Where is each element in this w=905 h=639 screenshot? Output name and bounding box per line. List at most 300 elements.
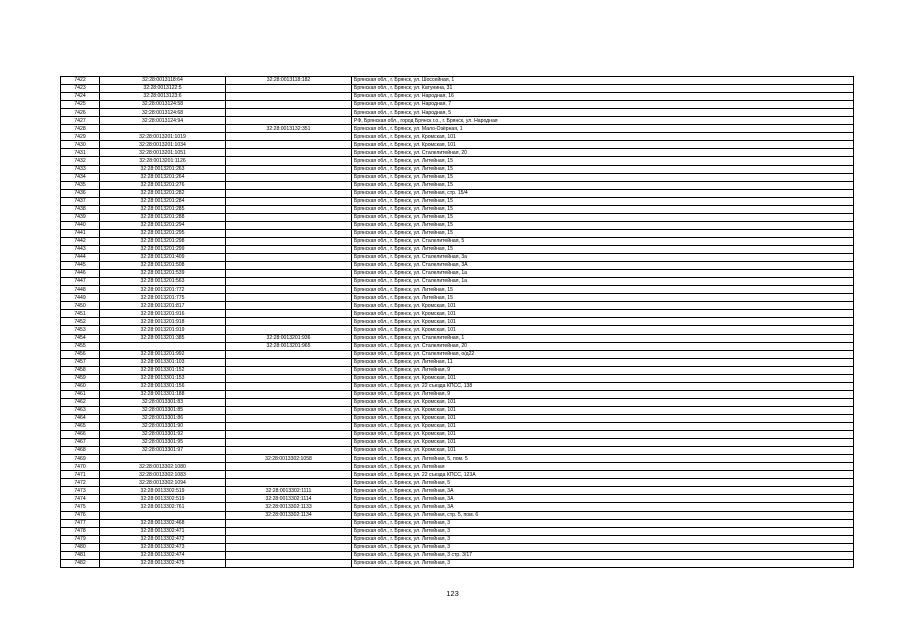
address-cell: Брянская обл., г. Брянск, ул. Литейная, 15	[352, 157, 854, 165]
address-cell: Брянская обл., г. Брянск, ул. Литейная, стр. 15/4	[352, 189, 854, 197]
land-plot-number-cell: 32:28:0013201:919	[100, 326, 226, 334]
table-row	[61, 181, 854, 189]
land-plot-number-cell: 32:28:0013201:263	[100, 165, 226, 173]
row-number-cell: 7451	[61, 310, 100, 318]
land-plot-number-cell: 32:28:0013201:775	[100, 294, 226, 302]
building-number-cell	[226, 237, 352, 245]
land-plot-number-cell: 32:28:0013302:1094	[100, 479, 226, 487]
row-number-cell: 7456	[61, 350, 100, 358]
address-cell: Брянская обл., г. Брянск, ул. Сталелитейная, 1а	[352, 278, 854, 286]
building-number-cell	[226, 398, 352, 406]
land-plot-number-cell: 32:28:0013201:276	[100, 181, 226, 189]
land-plot-number-cell: 32:28:0013122:5	[100, 85, 226, 93]
address-cell: Брянская обл., г. Брянск, ул. Сталелитейная, 3А	[352, 262, 854, 270]
building-number-cell	[226, 286, 352, 294]
address-cell: Брянская обл., г. Брянск, ул. Литейная, 15	[352, 205, 854, 213]
table-row	[61, 318, 854, 326]
table-row	[61, 109, 854, 117]
building-number-cell	[226, 350, 352, 358]
table-row	[61, 559, 854, 567]
row-number-cell: 7474	[61, 495, 100, 503]
address-cell: Брянская обл., г. Брянск, ул. Литейная, 15	[352, 229, 854, 237]
address-cell: Брянская обл., г. Брянск, ул. Шоссейная, 1	[352, 77, 854, 85]
building-number-cell	[226, 165, 352, 173]
table-row	[61, 157, 854, 165]
table-row	[61, 366, 854, 374]
building-number-cell	[226, 270, 352, 278]
address-cell: Брянская обл., г. Брянск, ул. Литейная, стр. 5, пом. 6	[352, 511, 854, 519]
land-plot-number-cell: 32:28:0013201:817	[100, 302, 226, 310]
address-cell: Брянская обл., г. Брянск, ул. Народная, 5	[352, 109, 854, 117]
address-cell: Брянская обл., г. Брянск, ул. Литейная, 15	[352, 286, 854, 294]
address-cell: Брянская обл., г. Брянск, ул. Литейная, 15	[352, 213, 854, 221]
building-number-cell	[226, 382, 352, 390]
land-plot-number-cell: 32:28:0013301:83	[100, 398, 226, 406]
address-cell: Брянская обл., г. Брянск, ул. Кромская, 101	[352, 374, 854, 382]
address-cell: Брянская обл., г. Брянск, ул. Кромская, 101	[352, 398, 854, 406]
land-plot-number-cell: 32:28:0013301:90	[100, 423, 226, 431]
building-number-cell	[226, 366, 352, 374]
building-number-cell	[226, 278, 352, 286]
row-number-cell: 7469	[61, 455, 100, 463]
address-cell: Брянская обл., г. Брянск, ул. Кромская, 101	[352, 310, 854, 318]
address-cell: Брянская обл., г. Брянск, ул. Литейная, 5	[352, 479, 854, 487]
table-row	[61, 414, 854, 422]
land-plot-number-cell: 32:28:0013301:153	[100, 374, 226, 382]
table-row	[61, 447, 854, 455]
cadastral-table	[60, 76, 854, 568]
address-cell: Брянская обл., г. Брянск, ул. Литейная, 3	[352, 559, 854, 567]
row-number-cell: 7431	[61, 149, 100, 157]
table-row	[61, 189, 854, 197]
building-number-cell	[226, 559, 352, 567]
land-plot-number-cell: 32:28:0013302:471	[100, 527, 226, 535]
row-number-cell: 7478	[61, 527, 100, 535]
address-cell: Брянская обл., г. Брянск, ул. Сталелитейная, 5	[352, 237, 854, 245]
land-plot-number-cell: 32:28:0013301:152	[100, 366, 226, 374]
table-row	[61, 141, 854, 149]
land-plot-number-cell: 32:28:0013201:285	[100, 205, 226, 213]
address-cell: Брянская обл., г. Брянск, ул. Кромская, 101	[352, 414, 854, 422]
land-plot-number-cell: 32:28:0013302:1080	[100, 463, 226, 471]
land-plot-number-cell: 32:28:0013201:298	[100, 237, 226, 245]
land-plot-number-cell: 32:28:0013201:282	[100, 189, 226, 197]
table-row	[61, 439, 854, 447]
row-number-cell: 7424	[61, 93, 100, 101]
table-row	[61, 398, 854, 406]
table-row	[61, 390, 854, 398]
land-plot-number-cell: 32:28:0013201:563	[100, 278, 226, 286]
building-number-cell	[226, 527, 352, 535]
row-number-cell: 7434	[61, 173, 100, 181]
address-cell: Брянская обл., г. Брянск, ул. Литейная, 15	[352, 197, 854, 205]
row-number-cell: 7432	[61, 157, 100, 165]
address-cell: Брянская обл., г. Брянск, ул. Сталелитейная, 1	[352, 334, 854, 342]
building-number-cell: 32:28:0013302:1111	[226, 487, 352, 495]
row-number-cell: 7453	[61, 326, 100, 334]
table-row	[61, 310, 854, 318]
table-row	[61, 197, 854, 205]
address-cell: Брянская обл., г. Брянск, ул. Литейная	[352, 463, 854, 471]
row-number-cell: 7464	[61, 414, 100, 422]
land-plot-number-cell: 32:28:0013301:85	[100, 406, 226, 414]
address-cell: Брянская обл., г. Брянск, ул. Сталелитейная, 3а	[352, 254, 854, 262]
row-number-cell: 7422	[61, 77, 100, 85]
building-number-cell	[226, 85, 352, 93]
building-number-cell	[226, 431, 352, 439]
land-plot-number-cell	[100, 455, 226, 463]
building-number-cell	[226, 221, 352, 229]
table-body	[61, 77, 854, 568]
building-number-cell	[226, 213, 352, 221]
land-plot-number-cell: 32:28:0013201:284	[100, 197, 226, 205]
land-plot-number-cell: 32:28:0013302:473	[100, 543, 226, 551]
building-number-cell	[226, 543, 352, 551]
land-plot-number-cell: 32:28:0013302:1083	[100, 471, 226, 479]
address-cell: Брянская обл., г. Брянск, ул. 22 съезда КПСС, 123А	[352, 471, 854, 479]
land-plot-number-cell: 32:28:0013201:772	[100, 286, 226, 294]
land-plot-number-cell: 32:28:0013201:294	[100, 221, 226, 229]
land-plot-number-cell	[100, 342, 226, 350]
table-row	[61, 133, 854, 141]
building-number-cell	[226, 406, 352, 414]
building-number-cell	[226, 479, 352, 487]
address-cell: РФ, Брянская обл., город Брянск г.о., г. Брянск, ул. Народная	[352, 117, 854, 125]
row-number-cell: 7429	[61, 133, 100, 141]
table-row	[61, 382, 854, 390]
table-row	[61, 125, 854, 133]
table-row	[61, 278, 854, 286]
row-number-cell: 7459	[61, 374, 100, 382]
building-number-cell	[226, 294, 352, 302]
building-number-cell	[226, 302, 352, 310]
address-cell: Брянская обл., г. Брянск, ул. Литейная, 5, пом. 5	[352, 455, 854, 463]
building-number-cell	[226, 254, 352, 262]
address-cell: Брянская обл., г. Брянск, ул. Сталелитейная, 20	[352, 342, 854, 350]
address-cell: Брянская обл., г. Брянск, ул. Литейная, 15	[352, 173, 854, 181]
row-number-cell: 7430	[61, 141, 100, 149]
address-cell: Брянская обл., г. Брянск, ул. Литейная, 15	[352, 294, 854, 302]
row-number-cell: 7480	[61, 543, 100, 551]
row-number-cell: 7476	[61, 511, 100, 519]
table-row	[61, 254, 854, 262]
address-cell: Брянская обл., г. Брянск, ул. Сталелитейная, 20	[352, 149, 854, 157]
address-cell: Брянская обл., г. Брянск, ул. Мало-Озёрная, 1	[352, 125, 854, 133]
row-number-cell: 7436	[61, 189, 100, 197]
address-cell: Брянская обл., г. Брянск, ул. Кромская, 101	[352, 406, 854, 414]
table-row	[61, 229, 854, 237]
land-plot-number-cell: 32:28:0013201:288	[100, 213, 226, 221]
address-cell: Брянская обл., г. Брянск, ул. Сталелитейная, 1а	[352, 270, 854, 278]
row-number-cell: 7444	[61, 254, 100, 262]
table-row	[61, 350, 854, 358]
land-plot-number-cell: 32:28:0013123:6	[100, 93, 226, 101]
row-number-cell: 7443	[61, 245, 100, 253]
table-row	[61, 149, 854, 157]
table-row	[61, 165, 854, 173]
building-number-cell	[226, 245, 352, 253]
table-row	[61, 302, 854, 310]
table-row	[61, 262, 854, 270]
building-number-cell	[226, 519, 352, 527]
row-number-cell: 7446	[61, 270, 100, 278]
table-row	[61, 423, 854, 431]
row-number-cell: 7462	[61, 398, 100, 406]
row-number-cell: 7481	[61, 551, 100, 559]
building-number-cell	[226, 205, 352, 213]
row-number-cell: 7455	[61, 342, 100, 350]
address-cell: Брянская обл., г. Брянск, ул. Кромская, 101	[352, 447, 854, 455]
table-row	[61, 543, 854, 551]
building-number-cell	[226, 262, 352, 270]
table-row	[61, 431, 854, 439]
building-number-cell	[226, 535, 352, 543]
document-page	[60, 76, 847, 568]
land-plot-number-cell: 32:28:0013201:539	[100, 270, 226, 278]
building-number-cell	[226, 109, 352, 117]
land-plot-number-cell	[100, 511, 226, 519]
table-row	[61, 374, 854, 382]
table-row	[61, 213, 854, 221]
table-row	[61, 527, 854, 535]
land-plot-number-cell: 32:28:0013302:468	[100, 519, 226, 527]
row-number-cell: 7450	[61, 302, 100, 310]
address-cell: Брянская обл., г. Брянск, ул. Литейная, 3	[352, 543, 854, 551]
table-row	[61, 85, 854, 93]
table-row	[61, 551, 854, 559]
land-plot-number-cell: 32:28:0013201:295	[100, 229, 226, 237]
page-number: 123	[446, 589, 459, 598]
land-plot-number-cell: 32:28:0013302:474	[100, 551, 226, 559]
land-plot-number-cell: 32:28:0013124:68	[100, 109, 226, 117]
address-cell: Брянская обл., г. Брянск, ул. Литейная, 11	[352, 358, 854, 366]
building-number-cell	[226, 326, 352, 334]
row-number-cell: 7468	[61, 447, 100, 455]
address-cell: Брянская обл., г. Брянск, ул. Литейная, 9	[352, 390, 854, 398]
building-number-cell: 32:28:0013118:182	[226, 77, 352, 85]
land-plot-number-cell: 32:28:0013201:264	[100, 173, 226, 181]
building-number-cell	[226, 414, 352, 422]
building-number-cell	[226, 141, 352, 149]
table-row	[61, 117, 854, 125]
address-cell: Брянская обл., г. Брянск, ул. Литейная, 3 стр. 3/17	[352, 551, 854, 559]
land-plot-number-cell: 32:28:0013302:761	[100, 503, 226, 511]
table-row	[61, 503, 854, 511]
address-cell: Брянская обл., г. Брянск, ул. Кромская, 101	[352, 302, 854, 310]
address-cell: Брянская обл., г. Брянск, ул. Кромская, 101	[352, 439, 854, 447]
address-cell: Брянская обл., г. Брянск, ул. Кромская, 101	[352, 431, 854, 439]
building-number-cell: 32:28:0013201:965	[226, 342, 352, 350]
row-number-cell: 7466	[61, 431, 100, 439]
land-plot-number-cell: 32:28:0013301:86	[100, 414, 226, 422]
land-plot-number-cell: 32:28:0013301:156	[100, 382, 226, 390]
land-plot-number-cell: 32:28:0013201:918	[100, 318, 226, 326]
land-plot-number-cell: 32:28:0013201:992	[100, 350, 226, 358]
table-row	[61, 511, 854, 519]
building-number-cell	[226, 93, 352, 101]
table-row	[61, 463, 854, 471]
address-cell: Брянская обл., г. Брянск, ул. Кромская, 101	[352, 423, 854, 431]
building-number-cell	[226, 310, 352, 318]
building-number-cell	[226, 423, 352, 431]
row-number-cell: 7473	[61, 487, 100, 495]
land-plot-number-cell: 32:28:0013302:475	[100, 559, 226, 567]
row-number-cell: 7437	[61, 197, 100, 205]
land-plot-number-cell: 32:28:0013201:916	[100, 310, 226, 318]
building-number-cell	[226, 101, 352, 109]
building-number-cell	[226, 229, 352, 237]
address-cell: Брянская обл., г. Брянск, ул. Народная, 16	[352, 93, 854, 101]
land-plot-number-cell: 32:28:0013302:519	[100, 495, 226, 503]
row-number-cell: 7440	[61, 221, 100, 229]
row-number-cell: 7460	[61, 382, 100, 390]
land-plot-number-cell: 32:28:0013302:519	[100, 487, 226, 495]
table-row	[61, 294, 854, 302]
row-number-cell: 7463	[61, 406, 100, 414]
row-number-cell: 7477	[61, 519, 100, 527]
land-plot-number-cell: 32:28:0013201:1034	[100, 141, 226, 149]
address-cell: Брянская обл., г. Брянск, ул. Литейная, 3	[352, 519, 854, 527]
land-plot-number-cell: 32:28:0013201:1019	[100, 133, 226, 141]
building-number-cell	[226, 439, 352, 447]
building-number-cell	[226, 157, 352, 165]
land-plot-number-cell: 32:28:0013301:92	[100, 431, 226, 439]
address-cell: Брянская обл., г. Брянск, ул. Литейная, 3	[352, 527, 854, 535]
row-number-cell: 7458	[61, 366, 100, 374]
address-cell: Брянская обл., г. Брянск, ул. Катунина, 31	[352, 85, 854, 93]
address-cell: Брянская обл., г. Брянск, ул. Кромская, 101	[352, 141, 854, 149]
land-plot-number-cell: 32:28:0013201:299	[100, 245, 226, 253]
address-cell: Брянская обл., г. Брянск, ул. Кромская, 101	[352, 326, 854, 334]
building-number-cell	[226, 471, 352, 479]
building-number-cell: 32:28:0013302:1114	[226, 495, 352, 503]
row-number-cell: 7452	[61, 318, 100, 326]
table-row	[61, 495, 854, 503]
row-number-cell: 7467	[61, 439, 100, 447]
row-number-cell: 7482	[61, 559, 100, 567]
building-number-cell	[226, 463, 352, 471]
table-row	[61, 519, 854, 527]
table-row	[61, 173, 854, 181]
row-number-cell: 7425	[61, 101, 100, 109]
building-number-cell	[226, 551, 352, 559]
address-cell: Брянская обл., г. Брянск, ул. Литейная, 15	[352, 221, 854, 229]
table-row	[61, 487, 854, 495]
address-cell: Брянская обл., г. Брянск, ул. Литейная, 15	[352, 165, 854, 173]
land-plot-number-cell: 32:28:0013201:1126	[100, 157, 226, 165]
row-number-cell: 7470	[61, 463, 100, 471]
table-row	[61, 221, 854, 229]
row-number-cell: 7427	[61, 117, 100, 125]
building-number-cell	[226, 374, 352, 382]
land-plot-number-cell: 32:28:0013301:188	[100, 390, 226, 398]
table-row	[61, 245, 854, 253]
address-cell: Брянская обл., г. Брянск, ул. Кромская, 101	[352, 133, 854, 141]
row-number-cell: 7457	[61, 358, 100, 366]
land-plot-number-cell: 32:28:0013301:95	[100, 439, 226, 447]
land-plot-number-cell: 32:28:0013201:385	[100, 334, 226, 342]
land-plot-number-cell: 32:28:0013124:58	[100, 101, 226, 109]
building-number-cell	[226, 390, 352, 398]
row-number-cell: 7447	[61, 278, 100, 286]
row-number-cell: 7426	[61, 109, 100, 117]
table-row	[61, 334, 854, 342]
land-plot-number-cell: 32:28:0013118:64	[100, 77, 226, 85]
building-number-cell	[226, 189, 352, 197]
row-number-cell: 7449	[61, 294, 100, 302]
land-plot-number-cell: 32:28:0013301:97	[100, 447, 226, 455]
table-row	[61, 406, 854, 414]
row-number-cell: 7435	[61, 181, 100, 189]
address-cell: Брянская обл., г. Брянск, ул. Литейная, 9	[352, 366, 854, 374]
row-number-cell: 7433	[61, 165, 100, 173]
address-cell: Брянская обл., г. Брянск, ул. Сталелитейная, о/д22	[352, 350, 854, 358]
building-number-cell	[226, 447, 352, 455]
land-plot-number-cell: 32:28:0013302:472	[100, 535, 226, 543]
table-row	[61, 205, 854, 213]
address-cell: Брянская обл., г. Брянск, ул. Литейная, 3А	[352, 503, 854, 511]
land-plot-number-cell: 32:28:0013301:103	[100, 358, 226, 366]
table-row	[61, 101, 854, 109]
row-number-cell: 7448	[61, 286, 100, 294]
row-number-cell: 7472	[61, 479, 100, 487]
building-number-cell	[226, 133, 352, 141]
table-row	[61, 93, 854, 101]
building-number-cell	[226, 358, 352, 366]
table-row	[61, 286, 854, 294]
address-cell: Брянская обл., г. Брянск, ул. 22 съезда КПСС, 138	[352, 382, 854, 390]
building-number-cell: 32:28:0013132:351	[226, 125, 352, 133]
land-plot-number-cell: 32:28:0013124:94	[100, 117, 226, 125]
building-number-cell	[226, 318, 352, 326]
address-cell: Брянская обл., г. Брянск, ул. Народная, 7	[352, 101, 854, 109]
address-cell: Брянская обл., г. Брянск, ул. Литейная, 3А	[352, 495, 854, 503]
building-number-cell	[226, 173, 352, 181]
row-number-cell: 7454	[61, 334, 100, 342]
building-number-cell	[226, 181, 352, 189]
row-number-cell: 7479	[61, 535, 100, 543]
table-row	[61, 237, 854, 245]
row-number-cell: 7442	[61, 237, 100, 245]
row-number-cell: 7471	[61, 471, 100, 479]
row-number-cell: 7423	[61, 85, 100, 93]
building-number-cell: 32:28:0013302:1058	[226, 455, 352, 463]
table-row	[61, 535, 854, 543]
address-cell: Брянская обл., г. Брянск, ул. Кромская, 101	[352, 318, 854, 326]
building-number-cell	[226, 117, 352, 125]
building-number-cell: 32:28:0013302:1133	[226, 503, 352, 511]
table-row	[61, 479, 854, 487]
row-number-cell: 7445	[61, 262, 100, 270]
building-number-cell	[226, 197, 352, 205]
address-cell: Брянская обл., г. Брянск, ул. Литейная, 15	[352, 245, 854, 253]
row-number-cell: 7475	[61, 503, 100, 511]
land-plot-number-cell	[100, 125, 226, 133]
row-number-cell: 7441	[61, 229, 100, 237]
row-number-cell: 7439	[61, 213, 100, 221]
row-number-cell: 7465	[61, 423, 100, 431]
land-plot-number-cell: 32:28:0013201:508	[100, 262, 226, 270]
land-plot-number-cell: 32:28:0013201:1051	[100, 149, 226, 157]
table-row	[61, 471, 854, 479]
address-cell: Брянская обл., г. Брянск, ул. Литейная, 3	[352, 535, 854, 543]
row-number-cell: 7461	[61, 390, 100, 398]
table-row	[61, 326, 854, 334]
table-row	[61, 77, 854, 85]
row-number-cell: 7438	[61, 205, 100, 213]
table-row	[61, 342, 854, 350]
building-number-cell: 32:28:0013201:936	[226, 334, 352, 342]
